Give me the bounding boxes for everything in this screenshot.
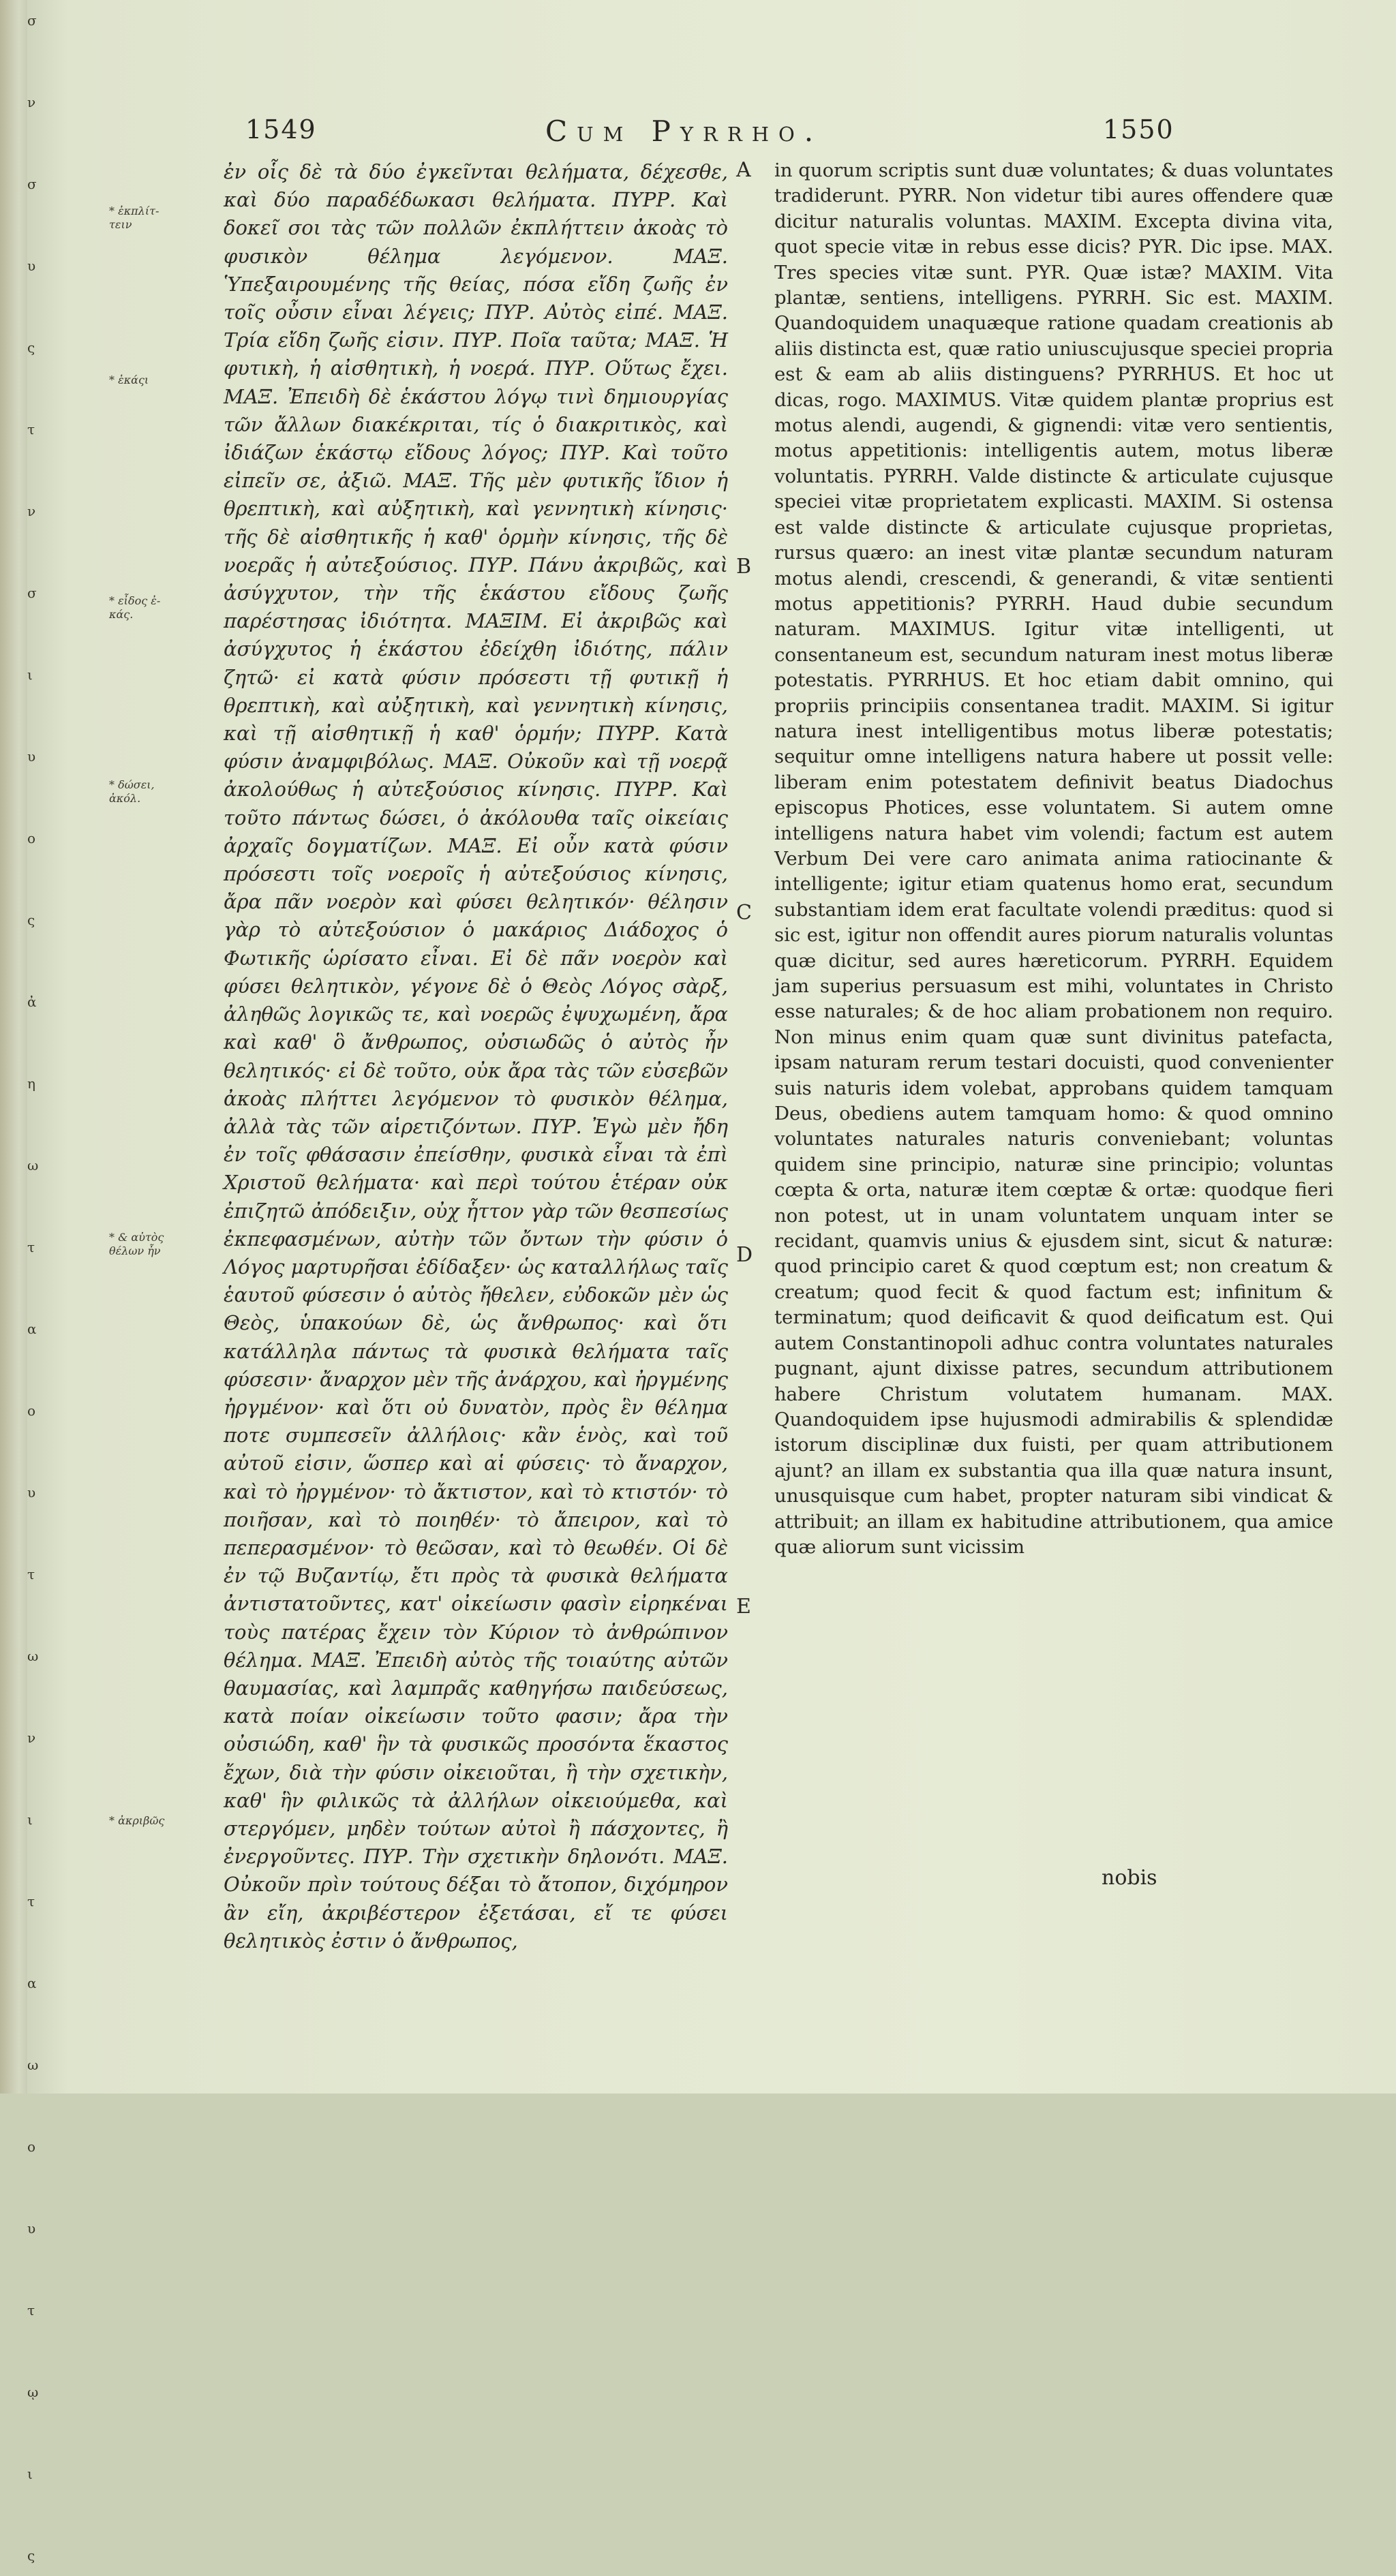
margin-note: * εἶδος ἐ- κάς. [109,594,161,621]
section-letter-c: C [736,901,752,925]
page-number-right: 1550 [1103,114,1174,144]
section-letter-d: D [736,1243,753,1267]
section-letter-a: A [736,158,751,182]
margin-notes [109,204,239,1895]
running-title: Cum Pyrrho. [545,114,823,148]
margin-note: * ἐκπλίτ- τειν [109,204,160,231]
section-letter-e: E [736,1595,751,1619]
previous-page-margin-fragments: σ ν σ υ ς τ ν σ ι υ ο ς ἀ η ω τ α ο υ τ ω ν ι τ α ω ο υ τ ῳ ι ς [27,12,39,2564]
book-page [27,0,1396,2564]
section-letter-b: B [736,555,752,579]
page-header [245,114,1391,155]
margin-note: * δώσει, ἀκόλ. [109,778,155,805]
margin-note: * & αὐτὸς θέλων ἦν [109,1231,164,1257]
book-binding-gutter [0,0,27,2094]
latin-text-column [774,158,1333,1944]
catchword: nobis [1102,1866,1157,1890]
margin-note: * ἀκριβῶς [109,1814,165,1827]
greek-text: ἐν οἷς δὲ τὰ δύο ἐγκεῖνται θελήματα, δέχεσθε, καὶ δύο παραδέδωκασι θελήματα. ΠΥΡΡ. Καὶ δοκεῖ σοι τὰς τῶν πολλῶν ἐκπλήττειν ἀκοὰς τὸ φυσικὸν θέλημα λεγόμενον. ΜΑΞ. Ὑπεξαιρουμένης τῆς θείας, πόσα εἴδη ζωῆς ἐν τοῖς οὖσιν εἶναι λέγεις; ΠΥΡ. Αὐτὸς εἰπέ. ΜΑΞ. Τρία εἴδη ζωῆς εἰσιν. ΠΥΡ. Ποῖα ταῦτα; ΜΑΞ. Ἡ φυτικὴ, ἡ αἰσθητικὴ, ἡ νοερά. ΠΥΡ. Οὕτως ἔχει. ΜΑΞ. Ἐπειδὴ δὲ ἑκάστου λόγῳ τινὶ δημιουργίας τῶν ἄλλων διακέκριται, τίς ὁ διακριτικὸς, καὶ ἰδιάζων ἑκάστῳ εἴδους λόγος; ΠΥΡ. Καὶ τοῦτο εἰπεῖν σε, ἀξιῶ. ΜΑΞ. Τῆς μὲν φυτικῆς ἴδιον ἡ θρεπτικὴ, καὶ αὐξητικὴ, καὶ γεννητικὴ κίνησις· τῆς δὲ αἰσθητικῆς ἡ καθ' ὁρμὴν κίνησις, τῆς δὲ νοερᾶς ἡ αὐτεξούσιος. ΠΥΡ. Πάνυ ἀκριβῶς, καὶ ἀσύγχυτον, τὴν τῆς ἑκάστου εἴδους ζωῆς παρέστησας ἰδιότητα. ΜΑΞΙΜ. Εἰ ἀκριβῶς καὶ ἀσύγχυτος ἡ ἑκάστου ἐδείχθη ἰδιότης, πάλιν ζητῶ· εἰ κατὰ φύσιν πρόσεστι τῇ φυτικῇ ἡ θρεπτικὴ, καὶ αὐξητικὴ, καὶ γεννητικὴ κίνησις, καὶ τῇ αἰσθητικῇ ἡ καθ' ὁρμήν; ΠΥΡΡ. Κατὰ φύσιν ἀναμφιβόλως. ΜΑΞ. Οὐκοῦν καὶ τῇ νοερᾷ ἀκολούθως ἡ αὐτεξούσιος κίνησις. ΠΥΡΡ. Καὶ τοῦτο πάντως δώσει, ὁ ἀκόλουθα ταῖς οἰκείαις ἀρχαῖς δογματίζων. ΜΑΞ. Εἰ οὖν κατὰ φύσιν πρόσεστι τοῖς νοεροῖς ἡ αὐτεξούσιος κίνησις, ἄρα πᾶν νοερὸν καὶ φύσει θελητικόν· θέλησιν γὰρ τὸ αὐτεξούσιον ὁ μακάριος Διάδοχος ὁ Φωτικῆς ὡρίσατο εἶναι. Εἰ δὲ πᾶν νοερὸν καὶ φύσει θελητικὸν, γέγονε δὲ ὁ Θεὸς Λόγος σὰρξ, ἀληθῶς λογικῶς τε, καὶ νοερῶς ἐψυχωμένη, ἄρα καὶ καθ' ὃ ἄνθρωπος, οὐσιωδῶς ὁ αὐτὸς ἦν θελητικός· εἰ δὲ τοῦτο, οὐκ ἄρα τὰς τῶν εὐσεβῶν ἀκοὰς πλήττει λεγόμενον τὸ φυσικὸν θέλημα, ἀλλὰ τὰς τῶν αἱρετιζόντων. ΠΥΡ. Ἐγὼ μὲν ἤδη ἐν τοῖς φθάσασιν ἐπείσθην, φυσικὰ εἶναι τὰ ἐπὶ Χριστοῦ θελήματα· καὶ περὶ τούτου ἑτέραν οὐκ ἐπιζητῶ ἀπόδειξιν, οὐχ ἧττον γὰρ τῶν θεσπεσίως ἐκπεφασμένων, αὐτὴν τῶν ὄντων τὴν φύσιν ὁ Λόγος μαρτυρῆσαι ἐδίδαξεν· ὡς καταλλήλως ταῖς ἑαυτοῦ φύσεσιν ὁ αὐτὸς ἤθελεν, εὐδοκῶν μὲν ὡς Θεὸς, ὑπακούων δὲ, ὡς ἄνθρωπος· καὶ ὅτι κατάλληλα πάντως τὰ φυσικὰ θελήματα ταῖς φύσεσιν· ἄναρχον μὲν τῆς ἀνάρχου, καὶ ἠργμένης ἠργμένον· καὶ ὅτι οὐ δυνατὸν, πρὸς ἓν θέλημα ποτε συμπεσεῖν ἀλλήλοις· κἂν ἑνὸς, καὶ τοῦ αὐτοῦ εἰσιν, ὥσπερ καὶ αἱ φύσεις· τὸ ἄναρχον, καὶ τὸ ἠργμένον· τὸ ἄκτιστον, καὶ τὸ κτιστόν· τὸ ποιῆσαν, καὶ τὸ ποιηθέν· τὸ ἄπειρον, καὶ τὸ πεπερασμένον· τὸ θεῶσαν, καὶ τὸ θεωθέν. Οἱ δὲ ἐν τῷ Βυζαντίῳ, ἔτι πρὸς τὰ φυσικὰ θελήματα ἀντιστατοῦντες, κατ' οἰκείωσιν φασὶν εἰρηκέναι τοὺς πατέρας ἔχειν τὸν Κύριον τὸ ἀνθρώπινον θέλημα. ΜΑΞ. Ἐπειδὴ αὐτὸς τῆς τοιαύτης αὐτῶν θαυμασίας, καὶ λαμπρᾶς καθηγήσω παιδεύσεως, κατὰ ποίαν οἰκείωσιν τοῦτο φασιν; ἄρα τὴν οὐσιώδη, καθ' ἣν τὰ φυσικῶς προσόντα ἕκαστος ἔχων, διὰ τὴν φύσιν οἰκειοῦται, ἢ τὴν σχετικὴν, καθ' ἣν φιλικῶς τὰ ἀλλήλων οἰκειούμεθα, καὶ στεργόμεν, μηδὲν τούτων αὐτοὶ ἢ πάσχοντες, ἢ ἐνεργοῦντες. ΠΥΡ. Τὴν σχετικὴν δηλονότι. ΜΑΞ. Οὐκοῦν πρὶν τούτους δέξαι τὸ ἄτοπον, διχόμηρον ἂν εἴη, ἀκριβέστερον ἐξετάσαι, εἴ τε φύσει θελητικὸς ἐστιν ὁ ἄνθρωπος, [224,160,728,1952]
greek-text-column [224,158,728,1952]
margin-note: * ἑκάςι [109,373,149,386]
page-number-left: 1549 [245,114,317,144]
latin-text: in quorum scriptis sunt duæ voluntates; & duas voluntates tradiderunt. PYRR. Non videtur tibi aures offendere quæ dicitur naturalis voluntas. MAXIM. Excepta divina vita, quot specie vitæ in rebus esse dicis? PYR. Dic ipse. MAX. Tres species vitæ sunt. PYR. Quæ istæ? MAXIM. Vita plantæ, sentiens, intelligens. PYRRH. Sic est. MAXIM. Quandoquidem unaquæque ratione quadam creationis ab aliis distincta est, quæ ratio uniuscujusque speciei propria est & eam ab aliis distinguens? PYRRHUS. Et hoc ut dicas, rogo. MAXIMUS. Vitæ quidem plantæ proprius est motus alendi, augendi, & gignendi: vitæ vero sentientis, motus appetitionis: intelligentis autem, motus liberæ voluntatis. PYRRH. Valde distincte & articulate cujusque speciei vitæ proprietatem explicasti. MAXIM. Si ostensa est valde distincte & articulate cujusque proprietas, rursus quæro: an inest vitæ plantæ secundum naturam motus alendi, crescendi, & generandi, & vitæ sentienti motus appetitionis? PYRRH. Haud dubie secundum naturam. MAXIMUS. Igitur vitæ intelligenti, ut consentaneum est, secundum naturam inest motus liberæ potestatis. PYRRHUS. Et hoc etiam dabit omnino, qui propriis principiis consentanea tradit. MAXIM. Si igitur natura inest intelligentibus motus liberæ potestatis; sequitur omne intelligens natura habere ut possit velle: liberam enim potestatem definivit beatus Diadochus episcopus Photices, esse voluntatem. Si autem omne intelligens natura habet vim volendi; factum est autem Verbum Dei vere caro animata anima ratiocinante & intelligente; igitur etiam quatenus homo erat, secundum substantiam idem erat facultate volendi præditus: quod si sic est, igitur non offendit aures piorum naturalis voluntas quæ dicitur, sed aures hæreticorum. PYRRH. Equidem jam superius persuasum est mihi, voluntates in Christo esse naturales; & de hoc aliam probationem non requiro. Non minus enim quam quæ sunt divinitus patefacta, ipsam naturam rerum testari docuisti, quod convenienter suis naturis idem volebat, approbans quidem tamquam Deus, obediens autem tamquam homo: & quod omnino voluntates naturales naturis conveniebant; voluntas quidem sine principio, naturæ sine principio; voluntas cœpta & orta, naturæ item cœptæ & ortæ: quodque fieri non potest, ut in unam voluntatem unquam inter se recidant, quamvis unius & ejusdem sint, sicut & naturæ: quod principio caret & quod cœptum est; non creatum & creatum; quod fecit & quod factum est; infinitum & terminatum; quod deificavit & quod deificatum est. Qui autem Constantinopoli adhuc contra voluntates naturales pugnant, ajunt dixisse patres, secundum attributionem habere Christum volutatem humanam. MAX. Quandoquidem ipse hujusmodi admirabilis & splendidæ istorum disciplinæ dux fuisti, per quam attributionem ajunt? an illam ex substantia qua illa quæ natura insunt, unusquisque cum habet, propter naturam sibi vindicat & attribuit; an illam ex habitudine attributionem, qua amice quæ aliorum sunt vicissim [774,159,1333,1558]
section-letters [736,158,763,1862]
